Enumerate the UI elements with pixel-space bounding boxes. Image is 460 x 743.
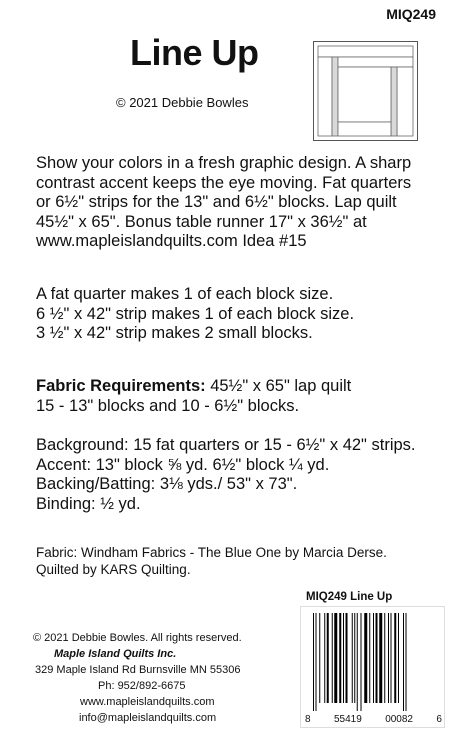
description-line: 45½" x 65". Bonus table runner 17" x 36½" at	[36, 212, 367, 231]
barcode-digit-group: 55419	[333, 714, 362, 725]
barcode-digits	[301, 714, 446, 725]
quilt-size: 45½" x 65" lap quilt	[205, 377, 352, 395]
block-counts: 15 - 13" blocks and 10 - 6½" blocks.	[36, 397, 300, 415]
company-name: Maple Island Quilts Inc.	[54, 648, 177, 660]
pattern-code: MIQ249	[386, 6, 436, 22]
description-line: or 6½" strips for the 13" and 6½" blocks. Lap quilt	[36, 193, 397, 211]
publisher-info	[33, 630, 293, 726]
company-phone: Ph: 952/892-6675	[98, 680, 186, 692]
materials-list	[36, 436, 456, 514]
credit-line: Quilted by KARS Quilting.	[36, 562, 191, 577]
material-line: Accent: 13" block ⅝ yd. 6½" block ¼ yd.	[36, 455, 330, 474]
barcode-digit-group: 8	[305, 714, 311, 725]
material-line: Backing/Batting: 3⅛ yds./ 53" x 73".	[36, 475, 298, 493]
description-line: Show your colors in a fresh graphic design. A sharp	[36, 154, 412, 172]
pattern-description	[36, 154, 446, 252]
barcode-bars	[311, 613, 436, 711]
credits	[36, 544, 456, 578]
description-line: contrast accent keeps the eye moving. Fat quarters	[36, 173, 412, 192]
fabric-yield-line: 3 ½" x 42" strip makes 2 small blocks.	[36, 324, 313, 342]
company-email[interactable]: info@mapleislandquilts.com	[79, 712, 217, 724]
company-address: 329 Maple Island Rd Burnsville MN 55306	[35, 664, 241, 676]
barcode-digit-group: 6	[436, 714, 442, 725]
copyright-line: © 2021 Debbie Bowles	[116, 95, 249, 110]
pattern-title: Line Up	[130, 32, 259, 73]
upc-barcode	[300, 606, 445, 728]
fabric-requirements	[36, 376, 446, 416]
rights-notice: © 2021 Debbie Bowles. All rights reserved.	[33, 632, 242, 644]
material-line: Background: 15 fat quarters or 15 - 6½" x 42" strips.	[36, 436, 416, 454]
company-website[interactable]: www.mapleislandquilts.com	[80, 696, 215, 708]
requirements-label: Fabric Requirements:	[36, 377, 206, 395]
fabric-yield-line: 6 ½" x 42" strip makes 1 of each block size.	[36, 304, 355, 323]
barcode-digit-group: 00082	[385, 714, 413, 725]
fabric-yield-line: A fat quarter makes 1 of each block size.	[36, 285, 334, 303]
quilt-block-diagram	[313, 41, 418, 141]
material-line: Binding: ½ yd.	[36, 494, 141, 513]
description-line: www.mapleislandquilts.com Idea #15	[36, 232, 307, 250]
credit-line: Fabric: Windham Fabrics - The Blue One by Marcia Derse.	[36, 545, 387, 560]
product-label: MIQ249 Line Up	[306, 591, 393, 603]
fabric-yield-notes	[36, 285, 446, 344]
